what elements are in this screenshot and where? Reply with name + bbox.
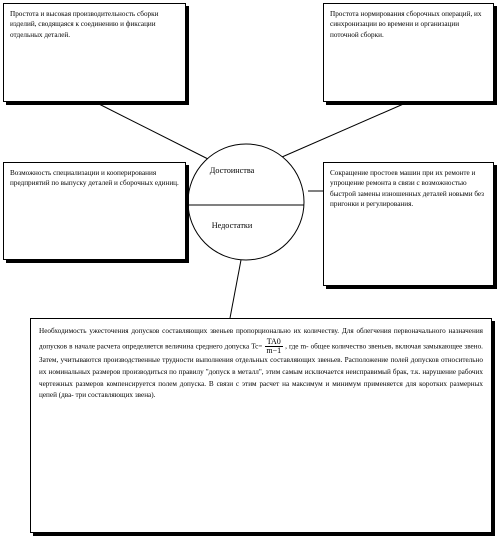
advantage-text: Простота и высокая производительность сборки изделий, сводящаяся к соединению и фиксации отдельных деталей. [10, 10, 159, 39]
average-tolerance-formula [264, 338, 283, 356]
advantage-text: Возможность специализации и кооперирования предприятий по выпуску деталей и сборочных единиц. [10, 169, 179, 188]
disadvantage-box [30, 318, 492, 533]
advantage-box-specialization [3, 162, 186, 260]
disadvantage-text-part2: , где m- общее количество звеньев, включая замыкающее звено. Затем, учитываются производственные трудности выполнения отдельных составляющих звеньев. Расположение полей допусков относительно их номинальных размеров производиться по правилу "допуск в металл", этим самым исключается неисправимый брак, т.к. нарушение рабочих чертежных размеров компенсируется полем допуска. В связи с этим расчет на максимум и минимум применяется для коротких размерных цепей (два- три составляющих звена). [39, 342, 483, 400]
advantage-box-rationing [323, 3, 494, 102]
disadvantages-label: Недостатки [211, 221, 253, 230]
advantage-box-repair [323, 162, 494, 286]
advantages-label: Достоинства [209, 166, 255, 175]
connector-top-left [95, 102, 210, 160]
connector-top-right [282, 102, 408, 157]
advantages-disadvantages-circle [188, 144, 304, 260]
formula-denominator: m−1 [266, 346, 282, 356]
disadvantage-text-part1: Необходимость ужесточения допусков составляющих звеньев пропорционально их количеству. Для облегчения первоначального назначения допусков в начале расчета определяется величина среднего допуска Tc= [39, 327, 483, 351]
disadvantage-text [39, 326, 483, 402]
advantage-text: Сокращение простоев машин при их ремонте и упрощение ремонта в связи с возможностью быстрой замены изношенных деталей новыми без пригонки и регулирования. [330, 169, 485, 209]
advantage-text: Простота нормирования сборочных операций, их синхронизации во времени и организации поточной сборки. [330, 10, 482, 39]
connector-bottom [230, 260, 241, 318]
advantage-box-assembly-simplicity [3, 3, 186, 102]
formula-numerator: TA0 [266, 336, 281, 346]
